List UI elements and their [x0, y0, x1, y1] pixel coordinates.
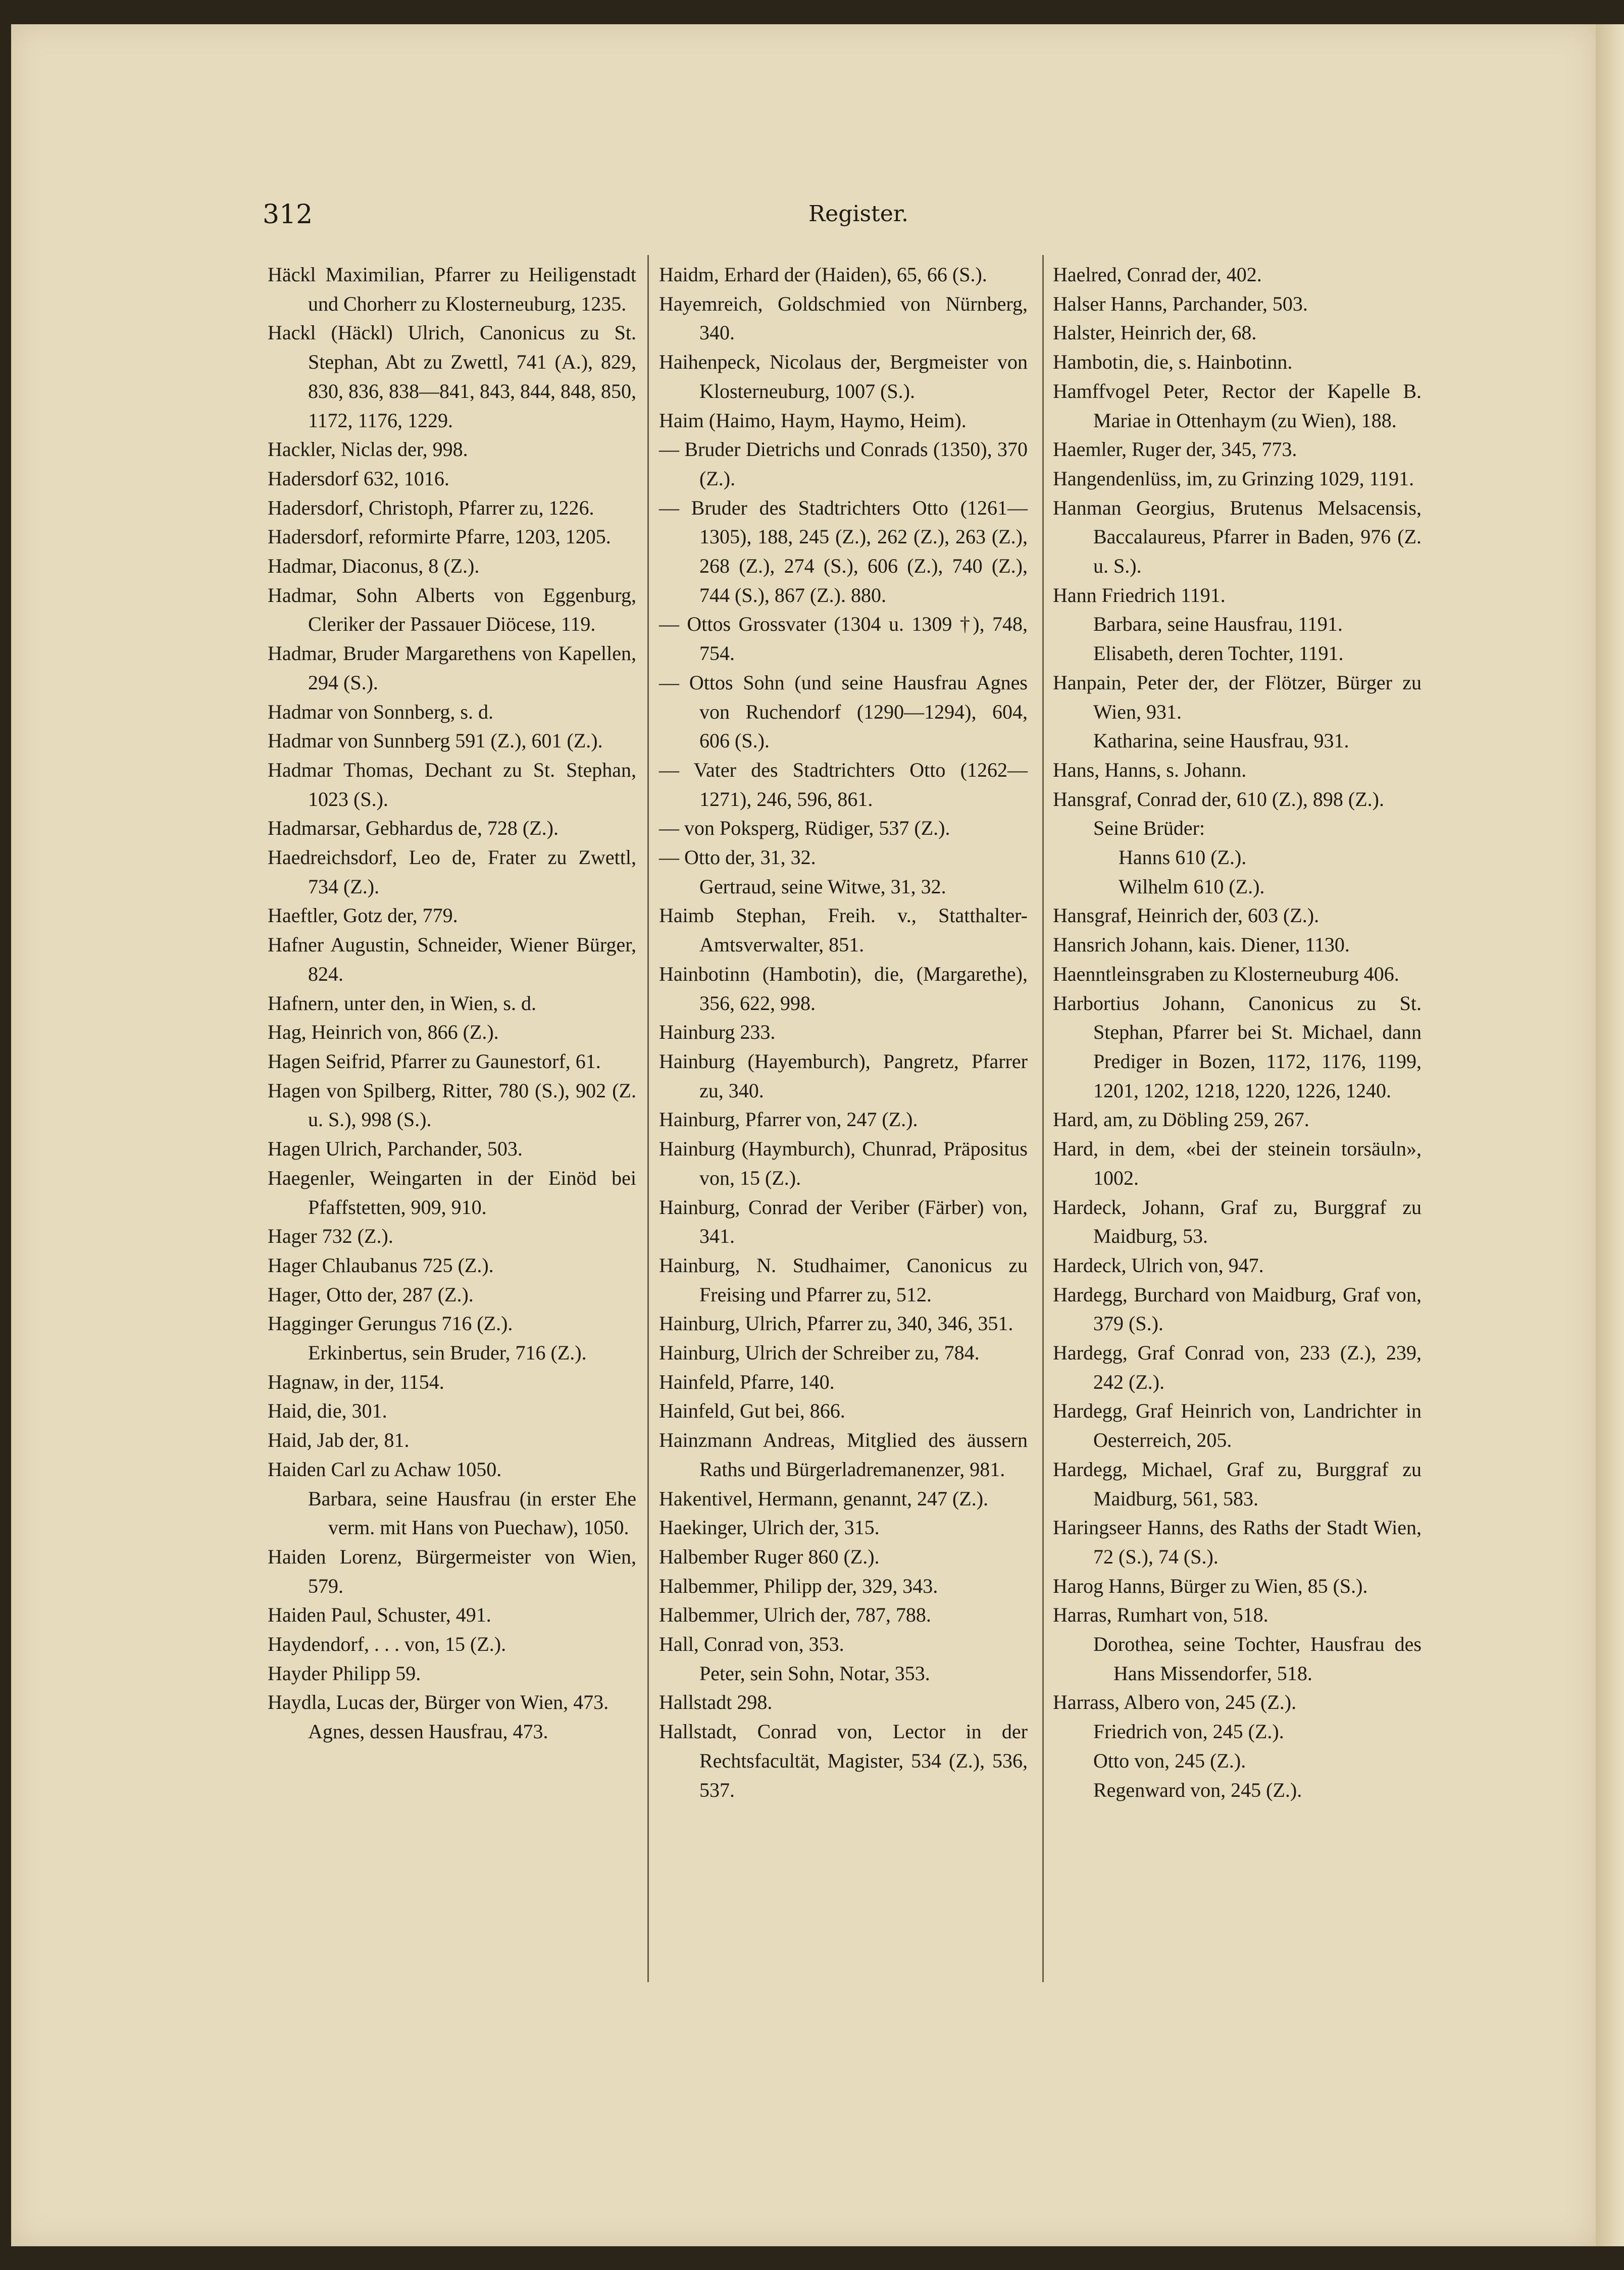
register-entry: Haim (Haimo, Haym, Haymo, Heim).	[659, 409, 967, 432]
register-entry: Hadmar, Diaconus, 8 (Z.).	[268, 554, 480, 578]
register-entry: Hadmar Thomas, Dechant zu St. Stephan, 1023 (S.).	[268, 758, 636, 811]
column-divider	[1042, 255, 1044, 1982]
register-entry: Hans, Hanns, s. Johann.	[1053, 758, 1247, 781]
register-entry: Häckl Maximilian, Pfarrer zu Heiligenstadt und Chorherr zu Klosterneuburg, 1235.	[268, 263, 636, 315]
register-entry: Haemler, Ruger der, 345, 773.	[1053, 438, 1297, 461]
register-entry: Haid, Jab der, 81.	[268, 1429, 410, 1452]
register-entry: Peter, sein Sohn, Notar, 353.	[699, 1661, 930, 1685]
register-entry: Haihenpeck, Nicolaus der, Bergmeister von Klosterneuburg, 1007 (S.).	[659, 350, 1028, 402]
register-entry: Hansgraf, Conrad der, 610 (Z.), 898 (Z.).	[1053, 787, 1384, 811]
register-entry: Haidm, Erhard der (Haiden), 65, 66 (S.).	[659, 263, 987, 286]
register-entry: Hag, Heinrich von, 866 (Z.).	[268, 1021, 499, 1044]
register-entry: — Ottos Grossvater (1304 u. 1309 †), 748, 754.	[659, 613, 1028, 665]
register-entry: Harras, Rumhart von, 518.	[1053, 1603, 1268, 1627]
register-entry: Hard, am, zu Döbling 259, 267.	[1053, 1108, 1309, 1131]
register-entry: Haydendorf, . . . von, 15 (Z.).	[268, 1633, 506, 1656]
register-entry: Seine Brüder:	[1093, 817, 1205, 840]
register-entry: Gertraud, seine Witwe, 31, 32.	[699, 875, 946, 898]
register-entry: Hangendenlüss, im, zu Grinzing 1029, 1191.	[1053, 467, 1414, 490]
register-entry: Hansrich Johann, kais. Diener, 1130.	[1053, 933, 1350, 956]
register-entry: Hadmar von Sunnberg 591 (Z.), 601 (Z.).	[268, 729, 603, 752]
register-entry: Halbember Ruger 860 (Z.).	[659, 1545, 880, 1568]
register-entry: Wilhelm 610 (Z.).	[1119, 875, 1265, 898]
register-entry: Hardegg, Burchard von Maidburg, Graf von, 379 (S.).	[1053, 1283, 1422, 1335]
register-entry: Hansgraf, Heinrich der, 603 (Z.).	[1053, 904, 1320, 927]
page-title: Register.	[808, 201, 908, 227]
register-entry: Hadmar von Sonnberg, s. d.	[268, 700, 493, 723]
register-entry: Hackler, Niclas der, 998.	[268, 438, 468, 461]
register-entry: Hainburg (Haymburch), Chunrad, Präpositus von, 15 (Z.).	[659, 1137, 1028, 1189]
register-entry: Haelred, Conrad der, 402.	[1053, 263, 1262, 286]
register-entry: Hanns 610 (Z.).	[1119, 846, 1247, 869]
register-entry: Hardeck, Ulrich von, 947.	[1053, 1253, 1264, 1277]
register-entry: Elisabeth, deren Tochter, 1191.	[1093, 642, 1344, 665]
register-entry: Hadmar, Sohn Alberts von Eggenburg, Cleriker der Passauer Diöcese, 119.	[268, 583, 636, 636]
register-column-1	[268, 260, 636, 1746]
register-entry: Hainfeld, Gut bei, 866.	[659, 1399, 845, 1423]
register-entry: Haiden Carl zu Achaw 1050.	[268, 1457, 502, 1481]
register-entry: Hagen Ulrich, Parchander, 503.	[268, 1137, 523, 1161]
register-entry: Hager 732 (Z.).	[268, 1225, 393, 1248]
register-entry: — Ottos Sohn (und seine Hausfrau Agnes von Ruchendorf (1290—1294), 604, 606 (S.).	[659, 671, 1028, 752]
register-entry: Hard, in dem, «bei der steinein torsäuln», 1002.	[1053, 1137, 1422, 1189]
register-entry: — von Poksperg, Rüdiger, 537 (Z.).	[659, 817, 950, 840]
register-entry: Hayemreich, Goldschmied von Nürnberg, 340.	[659, 292, 1028, 344]
register-entry: Hadmarsar, Gebhardus de, 728 (Z.).	[268, 817, 559, 840]
register-entry: Hagginger Gerungus 716 (Z.).	[268, 1312, 513, 1335]
register-entry: Hafnern, unter den, in Wien, s. d.	[268, 991, 536, 1015]
register-entry: Hager, Otto der, 287 (Z.).	[268, 1283, 474, 1306]
register-entry: Hainburg, Ulrich der Schreiber zu, 784.	[659, 1341, 980, 1365]
register-entry: Hainburg, Pfarrer von, 247 (Z.).	[659, 1108, 918, 1131]
register-entry: Hanman Georgius, Brutenus Melsacensis, Baccalaureus, Pfarrer in Baden, 976 (Z. u. S.).	[1053, 496, 1422, 578]
register-entry: Erkinbertus, sein Bruder, 716 (Z.).	[308, 1341, 587, 1365]
register-entry: Haydla, Lucas der, Bürger von Wien, 473.	[268, 1691, 609, 1714]
register-entry: — Otto der, 31, 32.	[659, 846, 816, 869]
register-entry: Hainburg (Hayemburch), Pangretz, Pfarrer zu, 340.	[659, 1049, 1028, 1102]
register-entry: Hardegg, Michael, Graf zu, Burggraf zu Maidburg, 561, 583.	[1053, 1457, 1422, 1510]
register-entry: Harrass, Albero von, 245 (Z.).	[1053, 1691, 1297, 1714]
register-entry: — Bruder Dietrichs und Conrads (1350), 370 (Z.).	[659, 438, 1028, 490]
register-column-2	[659, 260, 1028, 1804]
register-entry: Haringseer Hanns, des Raths der Stadt Wien, 72 (S.), 74 (S.).	[1053, 1516, 1422, 1568]
register-entry: Hainburg, Ulrich, Pfarrer zu, 340, 346, 351.	[659, 1312, 1013, 1335]
register-entry: Hardegg, Graf Heinrich von, Landrichter in Oesterreich, 205.	[1053, 1399, 1422, 1452]
register-entry: — Vater des Stadtrichters Otto (1262—1271), 246, 596, 861.	[659, 758, 1028, 811]
register-entry: Haeftler, Gotz der, 779.	[268, 904, 458, 927]
next-page-edge	[1596, 24, 1624, 2246]
register-entry: Regenward von, 245 (Z.).	[1093, 1778, 1302, 1801]
register-entry: Hager Chlaubanus 725 (Z.).	[268, 1253, 494, 1277]
page-number: 312	[263, 199, 313, 230]
register-entry: Otto von, 245 (Z.).	[1093, 1749, 1246, 1772]
register-entry: Hardegg, Graf Conrad von, 233 (Z.), 239, 242 (Z.).	[1053, 1341, 1422, 1393]
register-entry: Hagen Seifrid, Pfarrer zu Gaunestorf, 61.	[268, 1049, 601, 1073]
register-entry: Hakentivel, Hermann, genannt, 247 (Z.).	[659, 1487, 989, 1510]
register-entry: Hallstadt 298.	[659, 1691, 773, 1714]
register-entry: Agnes, dessen Hausfrau, 473.	[308, 1720, 548, 1743]
register-entry: Hagen von Spilberg, Ritter, 780 (S.), 902 (Z. u. S.), 998 (S.).	[268, 1079, 636, 1131]
register-entry: Hardeck, Johann, Graf zu, Burggraf zu Maidburg, 53.	[1053, 1195, 1422, 1248]
register-entry: Harog Hanns, Bürger zu Wien, 85 (S.).	[1053, 1574, 1368, 1597]
register-entry: Hann Friedrich 1191.	[1053, 583, 1226, 607]
register-entry: Haiden Lorenz, Bürgermeister von Wien, 579.	[268, 1545, 636, 1597]
register-entry: Hagnaw, in der, 1154.	[268, 1370, 444, 1393]
register-entry: Hainburg, N. Studhaimer, Canonicus zu Freising und Pfarrer zu, 512.	[659, 1253, 1028, 1306]
register-entry: Katharina, seine Hausfrau, 931.	[1093, 729, 1349, 752]
register-entry: Hainburg 233.	[659, 1021, 776, 1044]
register-entry: Hainzmann Andreas, Mitglied des äussern Raths und Bürgerladremanenzer, 981.	[659, 1429, 1028, 1481]
register-entry: Hainbotinn (Hambotin), die, (Margarethe), 356, 622, 998.	[659, 962, 1028, 1015]
register-entry: Halbemmer, Ulrich der, 787, 788.	[659, 1603, 931, 1627]
register-entry: Haiden Paul, Schuster, 491.	[268, 1603, 491, 1627]
register-entry: Halster, Heinrich der, 68.	[1053, 321, 1257, 344]
register-entry: Hayder Philipp 59.	[268, 1661, 421, 1685]
register-entry: Hall, Conrad von, 353.	[659, 1633, 844, 1656]
register-entry: Hallstadt, Conrad von, Lector in der Rechtsfacultät, Magister, 534 (Z.), 536, 537.	[659, 1720, 1028, 1801]
register-entry: Hackl (Häckl) Ulrich, Canonicus zu St. Stephan, Abt zu Zwettl, 741 (A.), 829, 830, 836, 838—841, 843, 844, 848, 850, 1172, 1176, 1229.	[268, 321, 636, 432]
register-entry: Hadersdorf 632, 1016.	[268, 467, 449, 490]
register-entry: Haid, die, 301.	[268, 1399, 387, 1423]
register-entry: Hambotin, die, s. Hainbotinn.	[1053, 350, 1293, 374]
column-divider	[647, 255, 649, 1982]
register-entry: Hadersdorf, Christoph, Pfarrer zu, 1226.	[268, 496, 594, 519]
register-entry: Halbemmer, Philipp der, 329, 343.	[659, 1574, 938, 1597]
register-entry: Hadersdorf, reformirte Pfarre, 1203, 1205.	[268, 525, 611, 548]
register-entry: Hainburg, Conrad der Veriber (Färber) von, 341.	[659, 1195, 1028, 1248]
register-entry: Dorothea, seine Tochter, Hausfrau des Hans Missendorfer, 518.	[1093, 1633, 1422, 1685]
register-entry: Halser Hanns, Parchander, 503.	[1053, 292, 1308, 315]
register-entry: Hamffvogel Peter, Rector der Kapelle B. Mariae in Ottenhaym (zu Wien), 188.	[1053, 379, 1422, 432]
register-entry: Harbortius Johann, Canonicus zu St. Stephan, Pfarrer bei St. Michael, dann Prediger in Bozen, 1172, 1176, 1199, 1201, 1202, 1218, 1220, 1226, 1240.	[1053, 991, 1422, 1102]
register-entry: Barbara, seine Hausfrau, 1191.	[1093, 613, 1343, 636]
register-entry: Hainfeld, Pfarre, 140.	[659, 1370, 835, 1393]
register-entry: Friedrich von, 245 (Z.).	[1093, 1720, 1284, 1743]
register-entry: Barbara, seine Hausfrau (in erster Ehe verm. mit Hans von Puechaw), 1050.	[308, 1487, 636, 1539]
register-entry: Haimb Stephan, Freih. v., Statthalter-Amtsverwalter, 851.	[659, 904, 1028, 956]
register-entry: Hadmar, Bruder Margarethens von Kapellen, 294 (S.).	[268, 642, 636, 694]
register-entry: Haegenler, Weingarten in der Einöd bei Pfaffstetten, 909, 910.	[268, 1166, 636, 1219]
register-entry: Hanpain, Peter der, der Flötzer, Bürger zu Wien, 931.	[1053, 671, 1422, 723]
register-entry: Haenntleinsgraben zu Klosterneuburg 406.	[1053, 962, 1399, 985]
register-entry: Haedreichsdorf, Leo de, Frater zu Zwettl, 734 (Z.).	[268, 846, 636, 898]
register-entry: Haekinger, Ulrich der, 315.	[659, 1516, 880, 1539]
register-entry: — Bruder des Stadtrichters Otto (1261—1305), 188, 245 (Z.), 262 (Z.), 263 (Z.), 268 (Z.), 274 (S.), 606 (Z.), 740 (Z.), 744 (S.), 867 (Z.). 880.	[659, 496, 1028, 607]
register-column-3	[1053, 260, 1422, 1804]
register-entry: Hafner Augustin, Schneider, Wiener Bürger, 824.	[268, 933, 636, 985]
